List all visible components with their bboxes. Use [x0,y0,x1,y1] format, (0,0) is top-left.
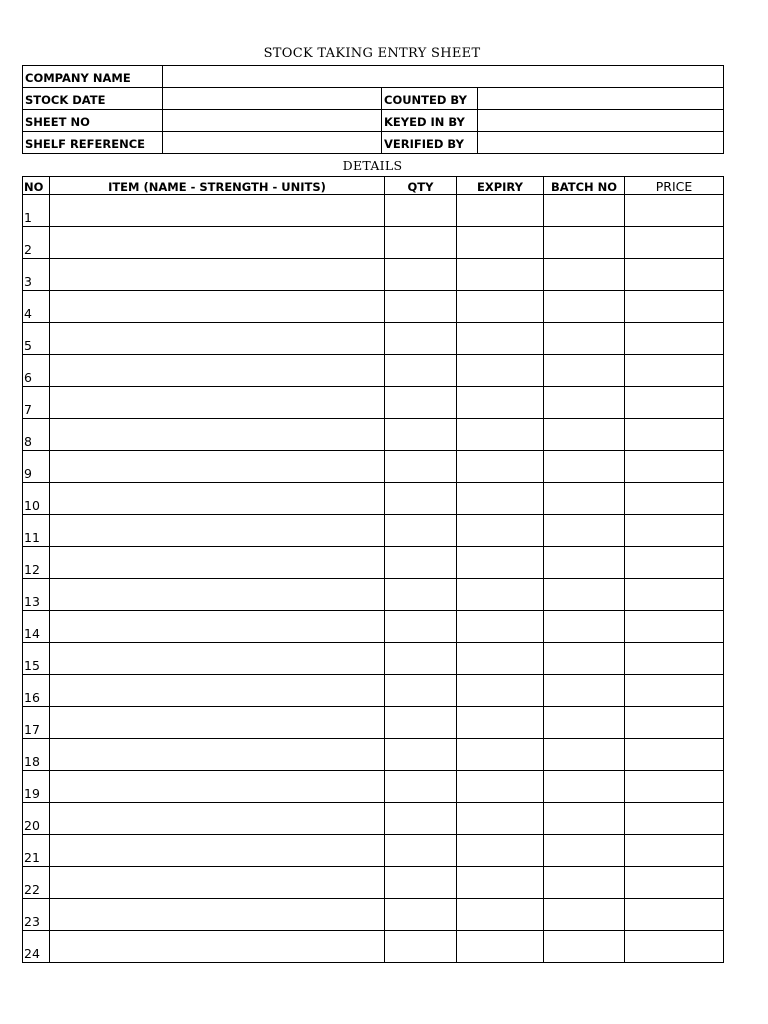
expiry-cell[interactable] [457,707,544,739]
item-cell[interactable] [50,291,385,323]
row-number: 10 [23,483,50,515]
row-number: 7 [23,387,50,419]
qty-cell[interactable] [385,707,457,739]
row-number: 9 [23,451,50,483]
row-number: 2 [23,227,50,259]
row-number: 24 [23,931,50,963]
stock-date-field[interactable] [163,88,382,110]
batch-no-cell[interactable] [544,419,625,451]
table-row [23,451,724,483]
item-cell[interactable] [50,323,385,355]
expiry-cell[interactable] [457,547,544,579]
row-number: 21 [23,835,50,867]
price-cell[interactable] [625,355,724,387]
item-cell[interactable] [50,643,385,675]
qty-cell[interactable] [385,387,457,419]
row-number: 19 [23,771,50,803]
company-name-row [23,66,724,88]
expiry-cell[interactable] [457,611,544,643]
expiry-cell[interactable] [457,195,544,227]
column-header-price: PRICE [625,177,724,195]
price-cell[interactable] [625,803,724,835]
item-cell[interactable] [50,579,385,611]
details-table [22,176,724,963]
item-cell[interactable] [50,707,385,739]
table-row [23,323,724,355]
row-number: 16 [23,675,50,707]
qty-cell[interactable] [385,739,457,771]
qty-cell[interactable] [385,419,457,451]
shelf-reference-row [23,132,724,154]
qty-cell[interactable] [385,771,457,803]
table-row [23,227,724,259]
price-cell[interactable] [625,259,724,291]
table-row [23,739,724,771]
table-row [23,387,724,419]
expiry-cell[interactable] [457,323,544,355]
qty-cell[interactable] [385,675,457,707]
sheet-no-label: SHEET NO [23,110,163,132]
sheet-header-table [22,65,724,154]
table-row [23,419,724,451]
table-row [23,547,724,579]
row-number: 23 [23,899,50,931]
batch-no-cell[interactable] [544,931,625,963]
column-header-expiry: EXPIRY [457,177,544,195]
qty-cell[interactable] [385,899,457,931]
verified-by-field[interactable] [478,132,724,154]
keyed-in-by-label: KEYED IN BY [382,110,478,132]
batch-no-cell[interactable] [544,515,625,547]
item-cell[interactable] [50,835,385,867]
company-name-field[interactable] [163,66,724,88]
counted-by-label: COUNTED BY [382,88,478,110]
qty-cell[interactable] [385,835,457,867]
expiry-cell[interactable] [457,227,544,259]
price-cell[interactable] [625,707,724,739]
expiry-cell[interactable] [457,579,544,611]
table-row [23,675,724,707]
row-number: 6 [23,355,50,387]
expiry-cell[interactable] [457,771,544,803]
expiry-cell[interactable] [457,931,544,963]
item-cell[interactable] [50,387,385,419]
table-row [23,355,724,387]
column-header-qty: QTY [385,177,457,195]
sheet-title: STOCK TAKING ENTRY SHEET [263,46,481,61]
row-number: 17 [23,707,50,739]
batch-no-cell[interactable] [544,803,625,835]
batch-no-cell[interactable] [544,611,625,643]
row-number: 8 [23,419,50,451]
row-number: 5 [23,323,50,355]
table-row [23,931,724,963]
batch-no-cell[interactable] [544,643,625,675]
item-cell[interactable] [50,867,385,899]
row-number: 15 [23,643,50,675]
batch-no-cell[interactable] [544,739,625,771]
column-header-batch-no: BATCH NO [544,177,625,195]
qty-cell[interactable] [385,579,457,611]
details-title: DETAILS [342,158,403,173]
batch-no-cell[interactable] [544,355,625,387]
batch-no-cell[interactable] [544,579,625,611]
item-cell[interactable] [50,451,385,483]
table-row [23,707,724,739]
table-row [23,643,724,675]
price-cell[interactable] [625,419,724,451]
item-cell[interactable] [50,419,385,451]
batch-no-cell[interactable] [544,227,625,259]
price-cell[interactable] [625,835,724,867]
table-row [23,803,724,835]
price-cell[interactable] [625,451,724,483]
price-cell[interactable] [625,387,724,419]
batch-no-cell[interactable] [544,323,625,355]
expiry-cell[interactable] [457,259,544,291]
keyed-in-by-field[interactable] [478,110,724,132]
details-body [23,195,724,963]
item-cell[interactable] [50,771,385,803]
row-number: 12 [23,547,50,579]
row-number: 14 [23,611,50,643]
qty-cell[interactable] [385,803,457,835]
batch-no-cell[interactable] [544,387,625,419]
batch-no-cell[interactable] [544,771,625,803]
price-cell[interactable] [625,547,724,579]
price-cell[interactable] [625,611,724,643]
price-cell[interactable] [625,675,724,707]
qty-cell[interactable] [385,515,457,547]
table-row [23,771,724,803]
column-header-item: ITEM (NAME - STRENGTH - UNITS) [50,177,385,195]
batch-no-cell[interactable] [544,899,625,931]
qty-cell[interactable] [385,931,457,963]
qty-cell[interactable] [385,195,457,227]
batch-no-cell[interactable] [544,867,625,899]
table-row [23,579,724,611]
item-cell[interactable] [50,547,385,579]
price-cell[interactable] [625,867,724,899]
expiry-cell[interactable] [457,803,544,835]
row-number: 20 [23,803,50,835]
row-number: 3 [23,259,50,291]
qty-cell[interactable] [385,291,457,323]
qty-cell[interactable] [385,643,457,675]
table-row [23,515,724,547]
row-number: 1 [23,195,50,227]
sheet-no-row [23,110,724,132]
expiry-cell[interactable] [457,355,544,387]
price-cell[interactable] [625,323,724,355]
verified-by-label: VERIFIED BY [382,132,478,154]
sheet-no-field[interactable] [163,110,382,132]
shelf-reference-label: SHELF REFERENCE [23,132,163,154]
item-cell[interactable] [50,611,385,643]
qty-cell[interactable] [385,483,457,515]
expiry-cell[interactable] [457,483,544,515]
expiry-cell[interactable] [457,451,544,483]
batch-no-cell[interactable] [544,547,625,579]
batch-no-cell[interactable] [544,291,625,323]
item-cell[interactable] [50,931,385,963]
expiry-cell[interactable] [457,739,544,771]
qty-cell[interactable] [385,323,457,355]
item-cell[interactable] [50,483,385,515]
price-cell[interactable] [625,931,724,963]
qty-cell[interactable] [385,355,457,387]
batch-no-cell[interactable] [544,707,625,739]
expiry-cell[interactable] [457,643,544,675]
batch-no-cell[interactable] [544,451,625,483]
batch-no-cell[interactable] [544,835,625,867]
batch-no-cell[interactable] [544,483,625,515]
stock-date-row [23,88,724,110]
table-row [23,259,724,291]
expiry-cell[interactable] [457,835,544,867]
qty-cell[interactable] [385,451,457,483]
stock-date-label: STOCK DATE [23,88,163,110]
price-cell[interactable] [625,643,724,675]
qty-cell[interactable] [385,227,457,259]
row-number: 22 [23,867,50,899]
price-cell[interactable] [625,227,724,259]
item-cell[interactable] [50,195,385,227]
table-row [23,483,724,515]
expiry-cell[interactable] [457,515,544,547]
qty-cell[interactable] [385,611,457,643]
price-cell[interactable] [625,483,724,515]
table-row [23,867,724,899]
column-header-no: NO [23,177,50,195]
row-number: 4 [23,291,50,323]
item-cell[interactable] [50,515,385,547]
price-cell[interactable] [625,515,724,547]
item-cell[interactable] [50,355,385,387]
expiry-cell[interactable] [457,387,544,419]
qty-cell[interactable] [385,259,457,291]
item-cell[interactable] [50,739,385,771]
counted-by-field[interactable] [478,88,724,110]
details-header-row [23,177,724,195]
price-cell[interactable] [625,739,724,771]
expiry-cell[interactable] [457,419,544,451]
price-cell[interactable] [625,291,724,323]
batch-no-cell[interactable] [544,259,625,291]
expiry-cell[interactable] [457,899,544,931]
table-row [23,195,724,227]
item-cell[interactable] [50,259,385,291]
expiry-cell[interactable] [457,867,544,899]
row-number: 13 [23,579,50,611]
batch-no-cell[interactable] [544,195,625,227]
company-name-label: COMPANY NAME [23,66,163,88]
qty-cell[interactable] [385,547,457,579]
item-cell[interactable] [50,899,385,931]
price-cell[interactable] [625,899,724,931]
table-row [23,899,724,931]
shelf-reference-field[interactable] [163,132,382,154]
table-row [23,611,724,643]
row-number: 11 [23,515,50,547]
expiry-cell[interactable] [457,675,544,707]
price-cell[interactable] [625,771,724,803]
item-cell[interactable] [50,675,385,707]
price-cell[interactable] [625,579,724,611]
row-number: 18 [23,739,50,771]
expiry-cell[interactable] [457,291,544,323]
batch-no-cell[interactable] [544,675,625,707]
item-cell[interactable] [50,803,385,835]
table-row [23,835,724,867]
item-cell[interactable] [50,227,385,259]
price-cell[interactable] [625,195,724,227]
qty-cell[interactable] [385,867,457,899]
table-row [23,291,724,323]
